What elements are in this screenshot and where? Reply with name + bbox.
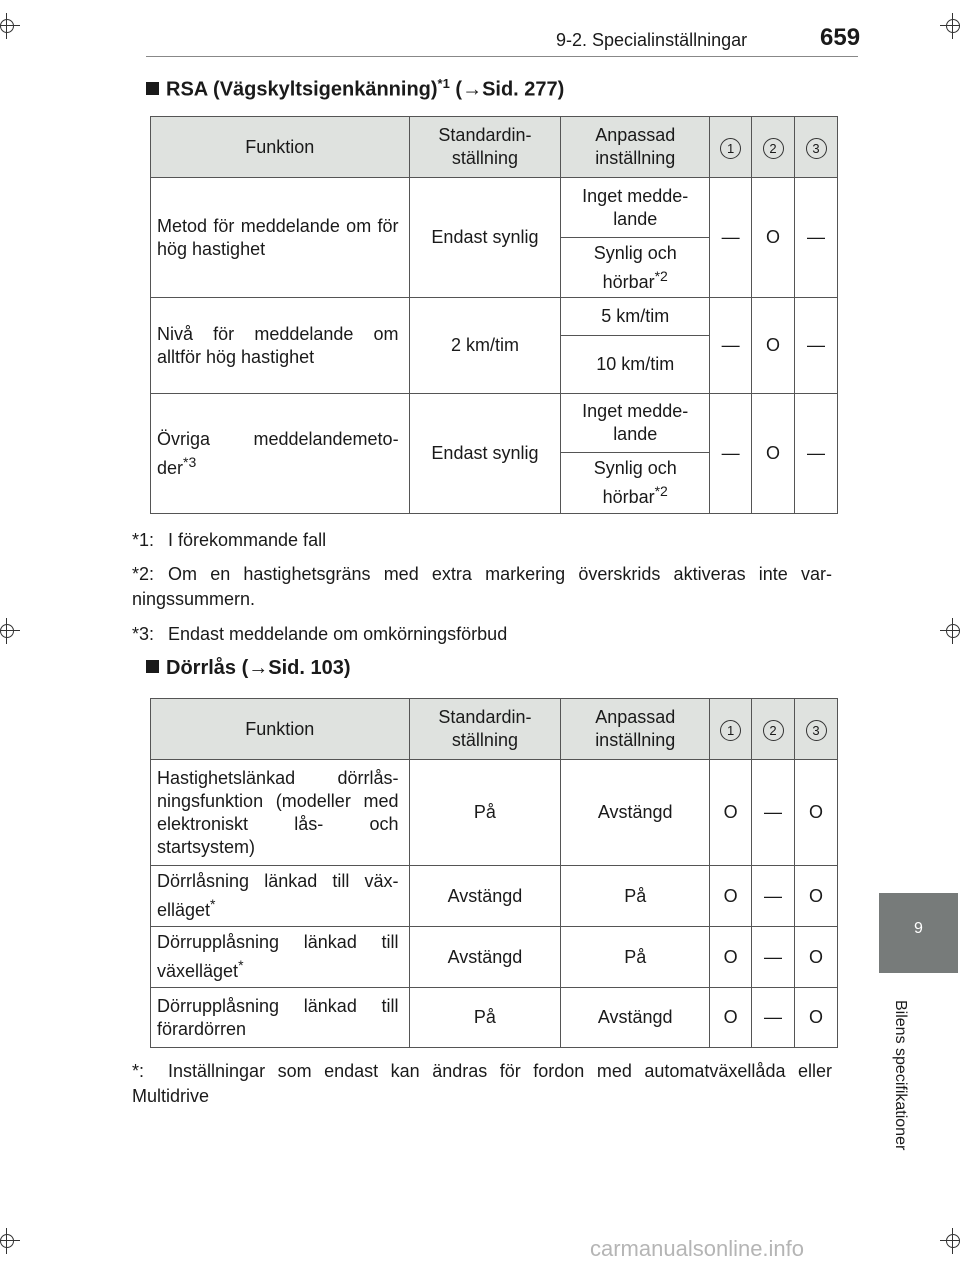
table-row: Synlig och hörbar$^{*2}$ — [151, 238, 838, 298]
circled-1-icon: 1 — [720, 720, 741, 741]
col-custom: Anpassad inställning — [561, 699, 710, 760]
table-row: Metod för meddelande om för hög hastighet Endast synlig Inget medde-lande — O — — [151, 178, 838, 238]
col-custom: Anpassad inställning — [561, 117, 710, 178]
table-row: Dörrupplåsning länkad till förardörren På Avstängd O — O — [151, 988, 838, 1048]
table-header — [151, 699, 838, 760]
col-standard: Standardin-ställning — [409, 699, 561, 760]
footnote: *3: Endast meddelande om omkörningsförbud — [132, 624, 508, 644]
door-page-ref[interactable]: (→Sid. 103) — [241, 657, 351, 679]
col-funktion: Funktion — [151, 699, 410, 760]
crop-mark-mid-left — [0, 618, 20, 644]
chapter-label: Bilens specifikationer — [892, 1000, 909, 1151]
table-row: Övriga meddelandemeto-der$^{*3}$ Endast synlig Inget medde-lande — O — — [151, 394, 838, 453]
chapter-number: 9 — [914, 920, 923, 937]
square-bullet-icon — [146, 82, 159, 95]
crop-mark-bottom-right — [940, 1228, 960, 1254]
crop-mark-top-left — [0, 13, 20, 39]
rsa-page-ref[interactable]: (→Sid. 277) — [455, 78, 565, 101]
crop-mark-bottom-left — [0, 1228, 20, 1254]
footnote: *: Inställningar som endast kan ändras för fordon med automatväxellåda eller Multidrive — [132, 1061, 832, 1106]
crop-mark-top-right — [940, 13, 960, 39]
circled-3-icon: 3 — [806, 720, 827, 741]
door-table — [150, 698, 838, 1048]
table-row: Dörrupplåsning länkad till växelläget* Avstängd På O — O — [151, 927, 838, 988]
footnote: *2: Om en hastighetsgräns med extra markering överskrids aktiveras inte var-ningssummern. — [132, 564, 832, 609]
watermark: carmanualsonline.info — [590, 1236, 805, 1261]
table-row: Hastighetslänkad dörrlås-ningsfunktion (modeller med elektroniskt lås- och startsystem) På Avstängd O — O — [151, 760, 838, 866]
col-funktion: Funktion — [151, 117, 410, 178]
table-row: Synlig och hörbar$^{*2}$ — [151, 453, 838, 514]
col-standard: Standardin-ställning — [409, 117, 561, 178]
rsa-table — [150, 116, 838, 514]
square-bullet-icon — [146, 660, 159, 673]
circled-2-icon: 2 — [763, 138, 784, 159]
section-title: 9-2. Specialinställningar — [556, 30, 748, 50]
footnote: *1: I förekommande fall — [132, 530, 327, 550]
table-row: Dörrlåsning länkad till väx-elläget* Avstängd På O — O — [151, 866, 838, 927]
circled-3-icon: 3 — [806, 138, 827, 159]
rsa-heading: RSA (Vägskyltsigenkänning)$^{*1}$ (→Sid. 277) — [146, 76, 564, 102]
crop-mark-mid-right — [940, 618, 960, 644]
chapter-tab — [879, 893, 958, 973]
table-row: Nivå för meddelande om alltför hög hastighet 2 km/tim 5 km/tim — O — — [151, 298, 838, 336]
table-row: 10 km/tim — [151, 336, 838, 394]
circled-1-icon: 1 — [720, 138, 741, 159]
door-heading: Dörrlås (→Sid. 103) — [146, 657, 351, 680]
circled-2-icon: 2 — [763, 720, 784, 741]
table-header — [151, 117, 838, 178]
header-divider — [146, 56, 858, 57]
page-number: 659 — [820, 24, 861, 51]
